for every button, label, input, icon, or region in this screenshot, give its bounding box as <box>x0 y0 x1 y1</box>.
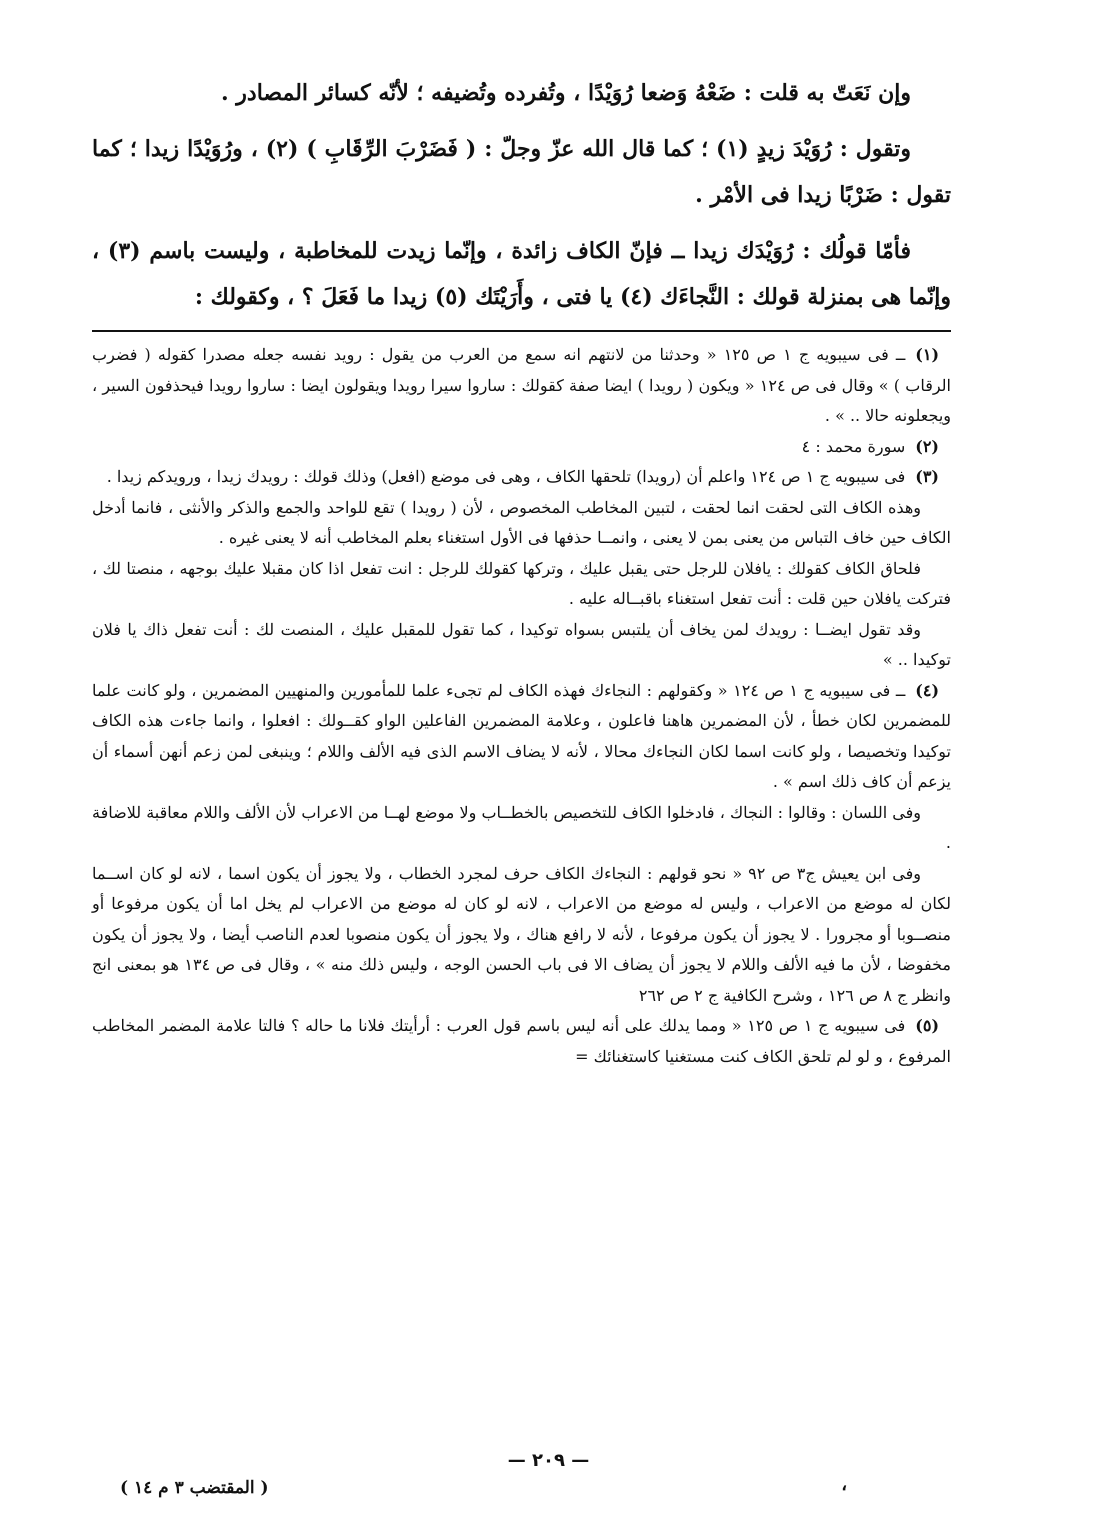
main-paragraph: فأمّا قولُك : رُوَيْدَك زيدا ــ فإنّ الكاف زائدة ، وإنّما زيدت للمخاطبة ، وليست باسم (٣) ، وإنّما هى بمنزلة قولك : النَّجاءَك (٤) يا فتى ، وأَرَيْتَك (٥) زيدا ما فَعَلَ ؟ ، وكقولك : <box>92 238 951 310</box>
footnote-text: ــ فى سيبويه ج ١ ص ١٢٥ « وحدثنا من لانتهم انه سمع من العرب من يقول : رويد نفسه جعله مصدرا كقوله ( فضرب الرقاب ) » وقال فى ص ١٢٤ « ويكون ( رويدا ) ايضا صفة كقولك : ساروا سيرا رويدا ويقولون ايضا : ساروا رويدا فيحذفون السير ، ويجعلونه حالا .. » . <box>92 345 952 425</box>
footnote-3 <box>92 462 951 493</box>
footnote-number: (٣) <box>915 467 939 486</box>
footnote-number: (٤) <box>915 680 940 700</box>
footnote-text: فى سيبويه ج ١ ص ١٢٥ « ومما يدلك على أنه ليس باسم قول العرب : أرأيتك فلانا ما حاله ؟ فالتا علامة المضمر المخاطب المرفوع ، و لو لم تلحق الكاف كنت مستغنيا كاستغنائك = <box>92 1016 951 1066</box>
footnote-continuation: وفى ابن يعيش ج٣ ص ٩٢ « نحو قولهم : النجاءك الكاف حرف لمجرد الخطاب ، ولا يجوز أن يكون اسما ، لانه لو كان اســما لكان له موضع من الاعراب ، وليس له موضع من الاعراب ، لانه لو كان له موضع من الاعراب لم يخل اما أن يكون مرفوعا أو منصــوبا أو مجرورا . لا يجوز أن يكون مرفوعا ، لأنه لا رافع هناك ، ولا يجوز أن يكون منصوبا لعدم الناصب أيضا ، ولا يجوز أن يكون مخفوضا ، لأن ما فيه الألف واللام لا يجوز أن يضاف الا فى باب الحسن الوجه ، وليس ذلك منه » ، وقال فى ص ١٣٤ هو بمعنى انج وانظر ج ٨ ص ١٢٦ ، وشرح الكافية ج ٢ ص ٢٦٢ <box>92 863 951 1005</box>
footnote-text: فى سيبويه ج ١ ص ١٢٤ واعلم أن (رويدا) تلحقها الكاف ، وهى فى موضع (افعل) وذلك قولك : رويدك زيدا ، ورويدكم زيدا . <box>106 467 906 486</box>
signature-mark: ( المقتضب ٣ م ١٤ ) <box>120 1478 269 1498</box>
footnote-number: (٢) <box>915 436 939 456</box>
footnote-4 <box>92 676 951 798</box>
page-number: — ٢٠٩ — <box>507 1450 590 1471</box>
footnote-5 <box>92 1011 951 1072</box>
footnote-continuation: فلحاق الكاف كقولك : يافلان للرجل حتى يقبل عليك ، وتركها كقولك للرجل : انت تفعل اذا كان مقبلا عليك بوجهه ، منصتا لك ، فتركت يافلان حين قلت : أنت تفعل استغناء باقبــاله عليه . <box>92 558 951 608</box>
footnote-continuation: وفى اللسان : وقالوا : النجاك ، فادخلوا الكاف للتخصيص بالخطــاب ولا موضع لهــا من الاعراب لأن الألف واللام معاقبة للاضافة . <box>92 802 951 852</box>
main-text <box>92 70 951 320</box>
footnote-continuation: وهذه الكاف التى لحقت انما لحقت ، لتبين المخاطب المخصوص ، لأن ( رويدا ) تقع للواحد والجمع والذكر والأنثى ، فانما أدخل الكاف حين خاف التباس من يعنى بمن لا يعنى ، وانمــا حذفها فى الأول استغناء بعلم المخاطب أنه لا يعنى غيره . <box>92 497 951 547</box>
footer-mark: ، <box>841 1474 847 1495</box>
footnote-text: ــ فى سيبويه ج ١ ص ١٢٤ « وكقولهم : النجاءك فهذه الكاف لم تجىء علما للمأمورين والمنهيين المضمرين ، ولو كانت علما للمضمرين لكان خطأ ، لأن المضمرين هاهنا فاعلون ، وعلامة المضمرين الفاعلين الواو كقــولك : افعلوا ، وانما جاءت هذه الكاف توكيدا وتخصيصا ، ولو كانت اسما لكان النجاءك محالا ، لأنه لا يضاف الاسم الذى فيه الألف واللام ؛ وينبغى لمن زعم أنهن أسماء أن يزعم أن كاف ذلك اسم » . <box>92 680 951 791</box>
main-paragraph: وإن نَعَتّ به قلت : ضَعْهُ وَضعا رُوَيْدًا ، وتُفرده وتُضيفه ؛ لأنّه كسائر المصادر . <box>220 80 911 106</box>
footnote-number: (٥) <box>915 1016 940 1035</box>
footnote-2 <box>92 432 951 463</box>
footnote-number: (١) <box>915 345 940 364</box>
footnote-continuation: وقد تقول ايضــا : رويدك لمن يخاف أن يلتبس بسواه توكيدا ، كما تقول للمقبل عليك ، المنصت لك : أنت تفعل ذاك يا فلان توكيدا .. » <box>92 619 951 669</box>
footnote-text: سورة محمد : ٤ <box>801 436 906 456</box>
footnote-divider <box>92 330 951 332</box>
footnote-1 <box>92 340 951 432</box>
footnotes <box>92 340 951 1072</box>
main-paragraph: وتقول : رُوَيْدَ زيدٍ (١) ؛ كما قال الله عزّ وجلّ : ( فَضَرْبَ الرِّقَابِ ) (٢) ، ورُوَيْدًا زيدا ؛ كما تقول : ضَرْبًا زيدا فى الأمْر . <box>92 136 951 208</box>
page-body <box>92 70 951 1072</box>
